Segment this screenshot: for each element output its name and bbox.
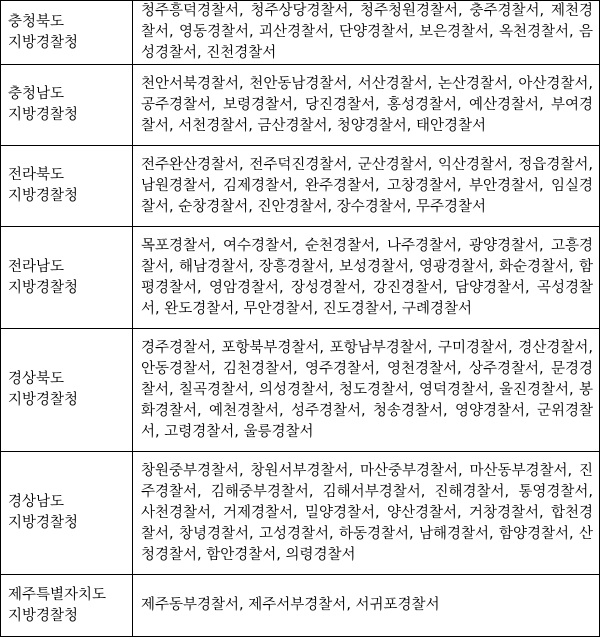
- region-cell: [1, 575, 133, 637]
- stations-cell: 목포경찰서, 여수경찰서, 순천경찰서, 나주경찰서, 광양경찰서, 고흥경찰서, 해남경찰서, 장흥경찰서, 보성경찰서, 영광경찰서, 화순경찰서, 함평경찰서, 영암경찰서, 장성경찰서, 강진경찰서, 담양경찰서, 곡성경찰서, 완도경찰서, 무안경찰서, 진도경찰서, 구례경찰서: [133, 227, 600, 329]
- region-name: 충청남도: [8, 86, 65, 102]
- region-name: 경상북도: [8, 371, 65, 387]
- table-row: [1, 575, 600, 637]
- region-name: 전라북도: [8, 167, 65, 183]
- agency-label: 지방경찰청: [8, 515, 79, 531]
- region-name: 전라남도: [8, 258, 65, 275]
- agency-label: 지방경찰청: [8, 279, 79, 296]
- region-cell: [1, 146, 133, 227]
- agency-label: 지방경찰청: [8, 107, 79, 123]
- stations-cell: 창원중부경찰서, 창원서부경찰서, 마산중부경찰서, 마산동부경찰서, 진주경찰서, 김해중부경찰서, 김해서부경찰서, 진해경찰서, 통영경찰서, 사천경찰서, 거제경찰서, 밀양경찰서, 양산경찰서, 거창경찰서, 합천경찰서, 창녕경찰서, 고성경찰서, 하동경찰서, 남해경찰서, 함양경찰서, 산청경찰서, 함안경찰서, 의령경찰서: [133, 452, 600, 575]
- stations-cell: 경주경찰서, 포항북부경찰서, 포항남부경찰서, 구미경찰서, 경산경찰서, 안동경찰서, 김천경찰서, 영주경찰서, 영천경찰서, 상주경찰서, 문경경찰서, 칠곡경찰서, 의성경찰서, 청도경찰서, 영덕경찰서, 울진경찰서, 봉화경찰서, 예천경찰서, 성주경찰서, 청송경찰서, 영양경찰서, 군위경찰서, 고령경찰서, 울릉경찰서: [133, 329, 600, 452]
- region-cell: [1, 452, 133, 575]
- region-cell: [1, 1, 133, 65]
- agency-label: 지방경찰청: [8, 392, 79, 408]
- agency-label: 지방경찰청: [8, 34, 79, 51]
- table-row: [1, 65, 600, 146]
- region-name: 경상남도: [8, 494, 65, 510]
- stations-cell: 천안서북경찰서, 천안동남경찰서, 서산경찰서, 논산경찰서, 아산경찰서, 공주경찰서, 보령경찰서, 당진경찰서, 홍성경찰서, 예산경찰서, 부여경찰서, 서천경찰서, 금산경찰서, 청양경찰서, 태안경찰서: [133, 65, 600, 146]
- stations-cell: 청주흥덕경찰서, 청주상당경찰서, 청주청원경찰서, 충주경찰서, 제천경찰서, 영동경찰서, 괴산경찰서, 단양경찰서, 보은경찰서, 옥천경찰서, 음성경찰서, 진천경찰서: [133, 1, 600, 65]
- stations-cell: 제주동부경찰서, 제주서부경찰서, 서귀포경찰서: [133, 575, 600, 637]
- table-row: [1, 452, 600, 575]
- stations-cell: 전주완산경찰서, 전주덕진경찰서, 군산경찰서, 익산경찰서, 정읍경찰서, 남원경찰서, 김제경찰서, 완주경찰서, 고창경찰서, 부안경찰서, 임실경찰서, 순창경찰서, 진안경찰서, 장수경찰서, 무주경찰서: [133, 146, 600, 227]
- region-cell: [1, 227, 133, 329]
- table-row: [1, 227, 600, 329]
- table-row: [1, 146, 600, 227]
- region-name: 제주특별자치도: [8, 586, 107, 603]
- table-row: [1, 329, 600, 452]
- table-row: [1, 1, 600, 65]
- agency-label: 지방경찰청: [8, 188, 79, 204]
- region-name: 충청북도: [8, 13, 65, 30]
- agency-label: 지방경찰청: [8, 607, 79, 624]
- region-cell: [1, 329, 133, 452]
- region-cell: [1, 65, 133, 146]
